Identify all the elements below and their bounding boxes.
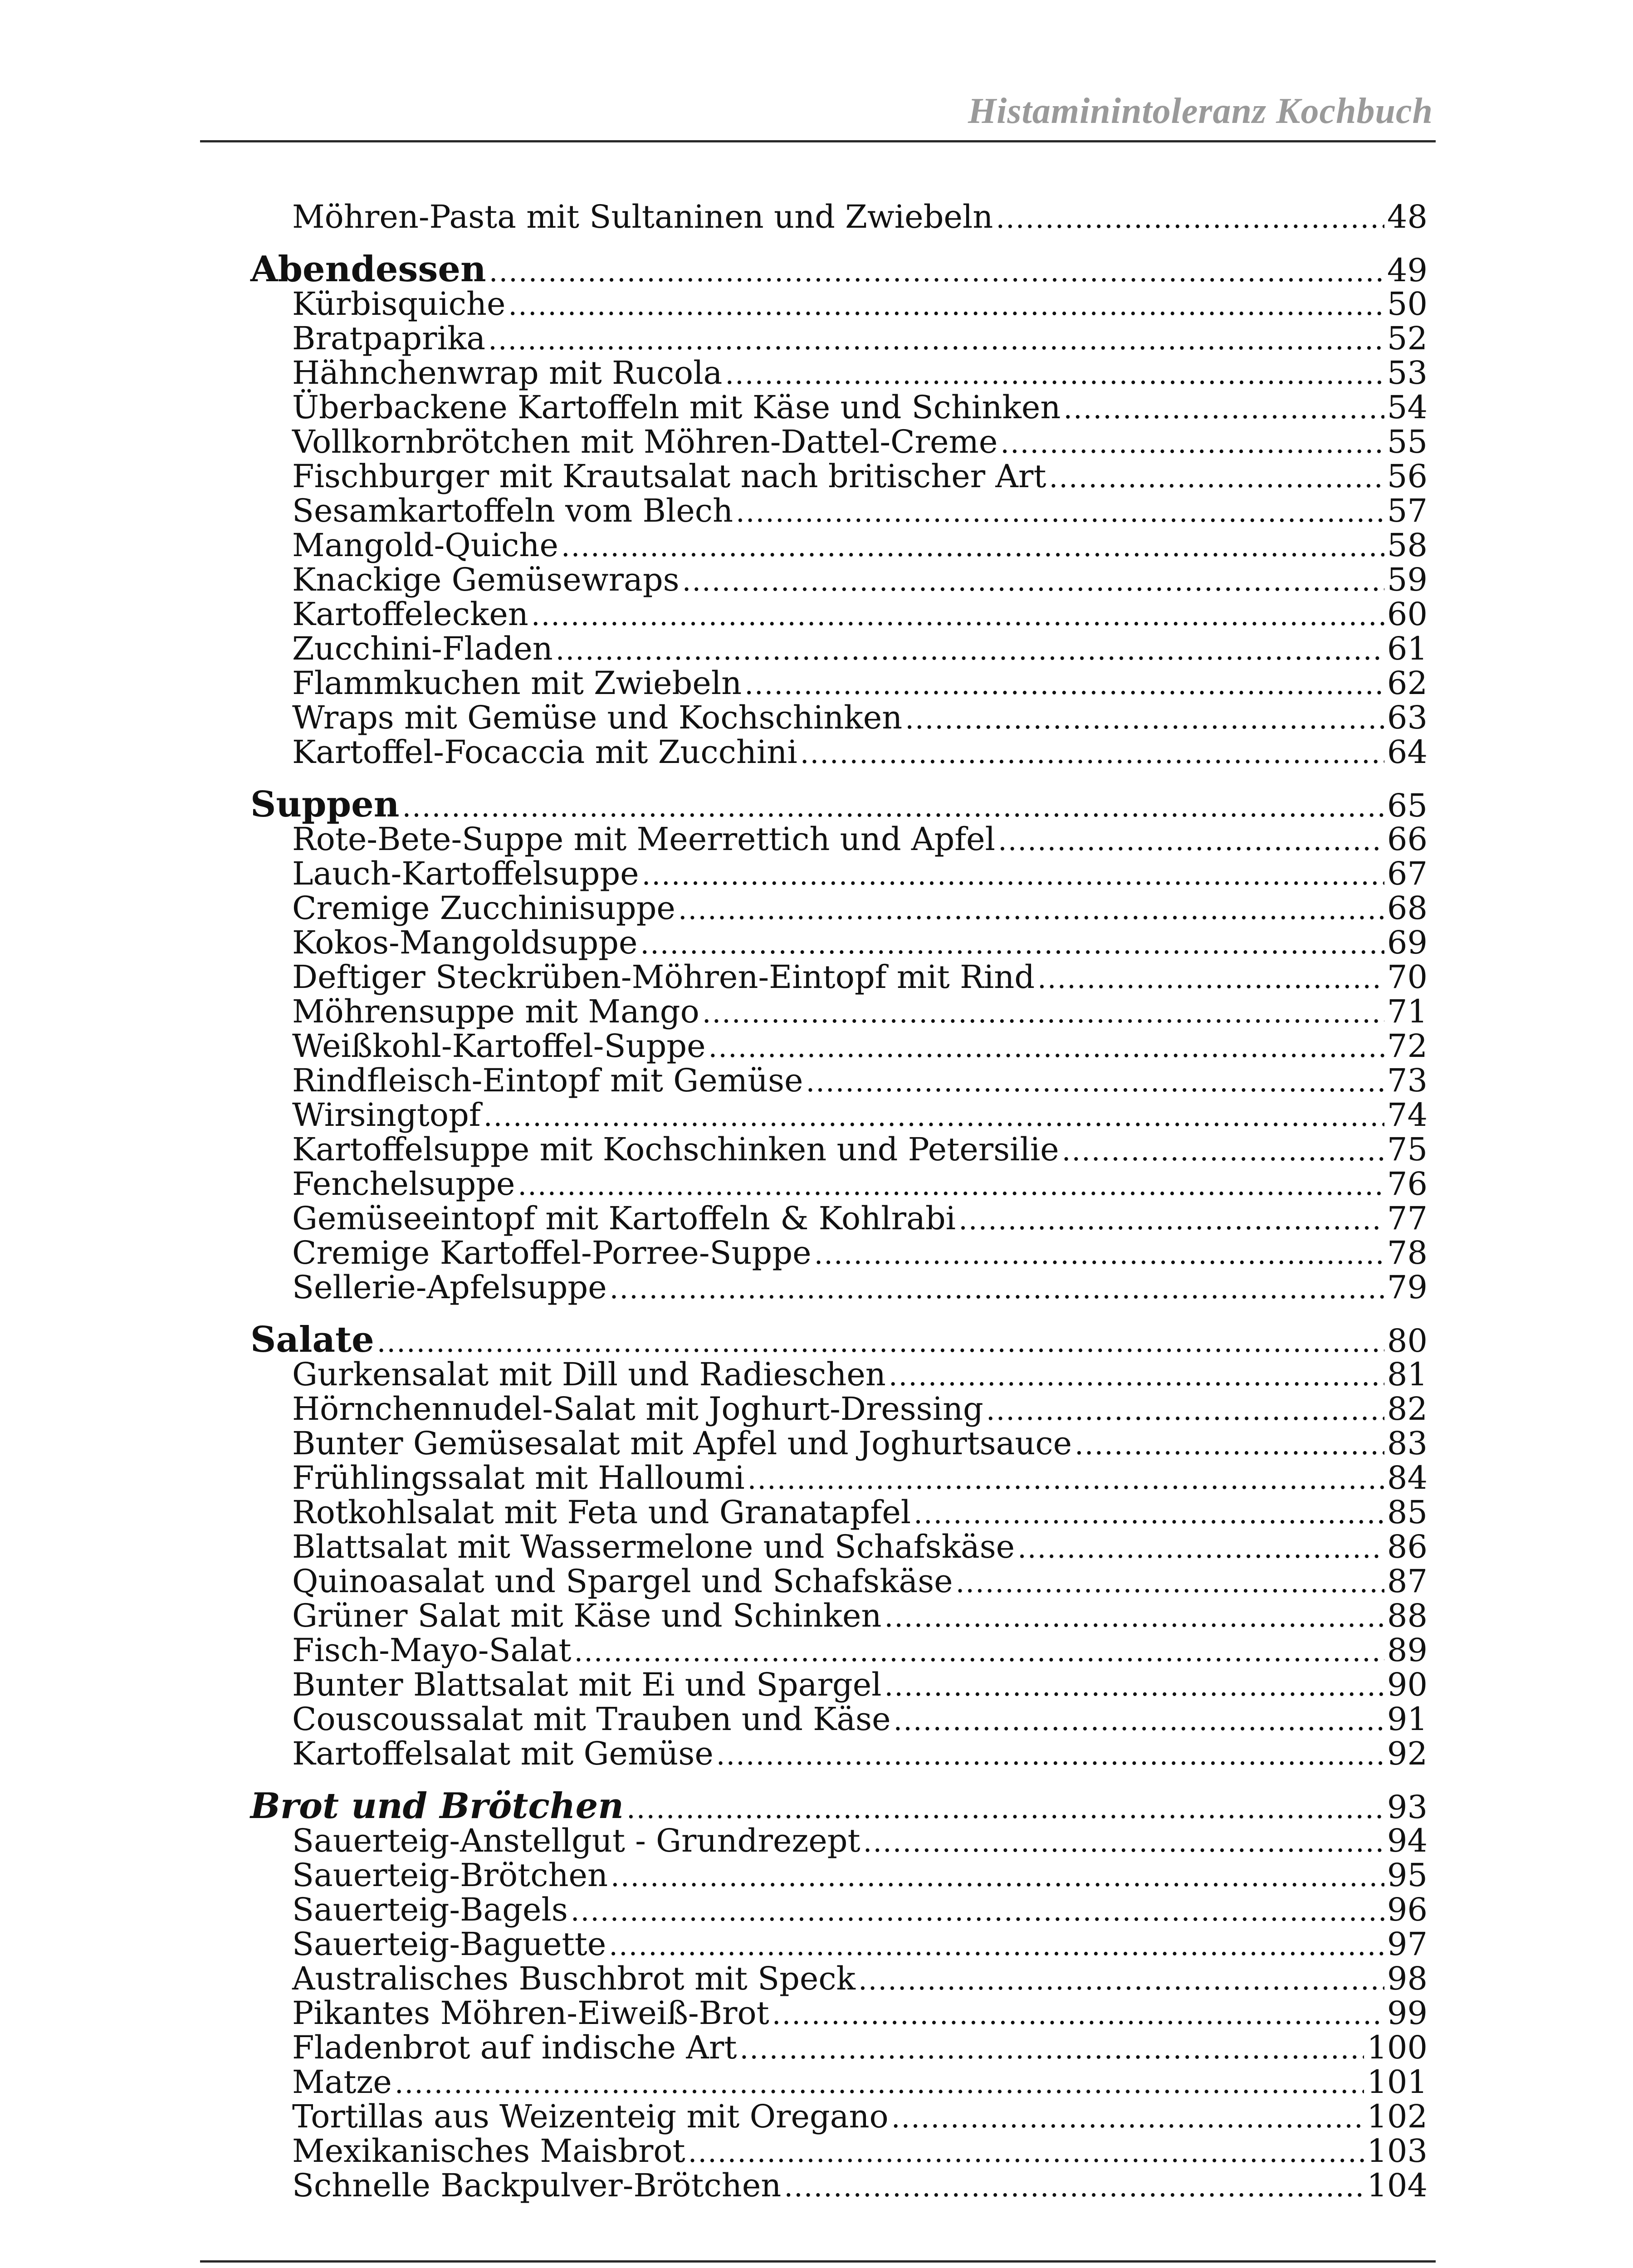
toc-entry-page-number: 77 <box>1387 1200 1428 1237</box>
toc-entry[interactable] <box>250 631 1428 666</box>
toc-entry-title: Rote-Bete-Suppe mit Meerrettich und Apfel <box>292 821 995 858</box>
dot-leader <box>395 2066 1364 2101</box>
toc-section <box>250 1319 1428 1772</box>
toc-entry-title: Hähnchenwrap mit Rucola <box>292 354 723 391</box>
toc-entry[interactable] <box>250 494 1428 528</box>
toc-entry-title: Blattsalat mit Wassermelone und Schafskäse <box>292 1528 1015 1565</box>
toc-entry[interactable] <box>250 891 1428 925</box>
toc-entry[interactable] <box>250 1132 1428 1167</box>
dot-leader <box>736 495 1384 529</box>
footer-rule <box>200 2260 1436 2263</box>
section-heading-title: Brot und Brötchen <box>250 1785 624 1827</box>
toc-section <box>250 784 1428 1306</box>
dot-leader <box>1037 961 1384 996</box>
toc-entry-page-number: 82 <box>1387 1390 1428 1427</box>
table-of-contents <box>250 200 1428 2203</box>
dot-leader <box>702 996 1384 1030</box>
toc-entry-title: Kartoffel-Focaccia mit Zucchini <box>292 733 797 771</box>
toc-entry[interactable] <box>250 1961 1428 1996</box>
toc-entry-page-number: 67 <box>1387 855 1428 892</box>
toc-entry-page-number: 60 <box>1387 596 1428 633</box>
dot-leader <box>725 357 1384 391</box>
toc-entry-page-number: 103 <box>1367 2132 1428 2170</box>
dot-leader <box>885 1669 1384 1703</box>
dot-leader <box>744 667 1384 702</box>
toc-entry[interactable] <box>250 287 1428 321</box>
toc-entry-page-number: 74 <box>1387 1096 1428 1134</box>
toc-entry-title: Wraps mit Gemüse und Kochschinken <box>292 699 903 736</box>
toc-entry[interactable] <box>250 1270 1428 1305</box>
toc-entry-page-number: 88 <box>1387 1597 1428 1634</box>
toc-entry[interactable] <box>250 1357 1428 1392</box>
toc-entry-page-number: 50 <box>1387 285 1428 323</box>
toc-entry-title: Kartoffelsalat mit Gemüse <box>292 1735 714 1772</box>
toc-entry-title: Fladenbrot auf indische Art <box>292 2029 737 2066</box>
toc-continuation <box>250 200 1428 234</box>
toc-section-heading[interactable] <box>250 249 1428 290</box>
dot-leader <box>1063 391 1384 426</box>
toc-entry-title: Zucchini-Fladen <box>292 630 553 667</box>
toc-entry[interactable] <box>250 1461 1428 1495</box>
toc-entry-title: Sauerteig-Baguette <box>292 1926 606 1963</box>
dot-leader <box>1075 1427 1384 1462</box>
toc-entry-title: Australisches Buschbrot mit Speck <box>292 1960 856 1997</box>
dot-leader <box>1017 1531 1384 1565</box>
toc-entry[interactable] <box>250 700 1428 735</box>
dot-leader <box>894 1703 1384 1738</box>
toc-entry-title: Bratpaprika <box>292 320 486 357</box>
toc-entry[interactable] <box>250 425 1428 459</box>
section-heading-page-number: 65 <box>1387 787 1428 824</box>
toc-entry-page-number: 97 <box>1387 1926 1428 1963</box>
dot-leader <box>574 1634 1384 1669</box>
toc-entry-page-number: 81 <box>1387 1356 1428 1393</box>
toc-entry-title: Überbackene Kartoffeln mit Käse und Schinken <box>292 389 1061 426</box>
toc-entry-title: Cremige Zucchinisuppe <box>292 890 675 927</box>
dot-leader <box>640 927 1384 961</box>
toc-entry-title: Quinoasalat und Spargel und Schafskäse <box>292 1563 953 1600</box>
toc-entry-page-number: 87 <box>1387 1563 1428 1600</box>
section-heading-page-number: 93 <box>1387 1789 1428 1826</box>
toc-entry-title: Pikantes Möhren-Eiweiß-Brot <box>292 1994 769 2032</box>
toc-entry[interactable] <box>250 321 1428 356</box>
toc-entry-title: Sellerie-Apfelsuppe <box>292 1269 607 1306</box>
header-rule <box>200 140 1436 142</box>
toc-entry-title: Sauerteig-Brötchen <box>292 1857 608 1894</box>
toc-entry-title: Fisch-Mayo-Salat <box>292 1632 572 1669</box>
dot-leader <box>688 2135 1364 2170</box>
toc-entry[interactable] <box>250 1823 1428 1858</box>
dot-leader <box>611 1859 1384 1894</box>
toc-section-heading[interactable] <box>250 1319 1428 1360</box>
dot-leader <box>996 201 1384 235</box>
dot-leader <box>488 323 1384 357</box>
toc-entry-page-number: 69 <box>1387 924 1428 961</box>
toc-entry-title: Gurkensalat mit Dill und Radieschen <box>292 1356 886 1393</box>
toc-entry[interactable] <box>250 735 1428 769</box>
toc-entry[interactable] <box>250 1201 1428 1236</box>
toc-entry-title: Möhren-Pasta mit Sultaninen und Zwiebeln <box>292 198 993 235</box>
dot-leader <box>863 1825 1384 1859</box>
section-heading-title: Salate <box>250 1319 374 1360</box>
toc-entry-page-number: 98 <box>1387 1960 1428 1997</box>
toc-entry-title: Schnelle Backpulver-Brötchen <box>292 2167 782 2204</box>
dot-leader <box>678 892 1384 927</box>
toc-entry-title: Deftiger Steckrüben-Möhren-Eintopf mit Rind <box>292 958 1035 996</box>
toc-entry[interactable] <box>250 822 1428 856</box>
toc-entry-page-number: 104 <box>1367 2167 1428 2204</box>
dot-leader <box>709 1030 1384 1065</box>
dot-leader <box>772 1997 1384 2032</box>
toc-entry[interactable] <box>250 390 1428 425</box>
dot-leader <box>800 736 1384 771</box>
dot-leader <box>682 564 1384 598</box>
dot-leader <box>484 1099 1384 1134</box>
toc-entry[interactable] <box>250 2134 1428 2168</box>
toc-entry[interactable] <box>250 1236 1428 1270</box>
toc-entry-title: Gemüseeintopf mit Kartoffeln & Kohlrabi <box>292 1200 956 1237</box>
toc-entry-page-number: 85 <box>1387 1494 1428 1531</box>
toc-entry[interactable] <box>250 994 1428 1029</box>
toc-entry-page-number: 56 <box>1387 458 1428 495</box>
toc-entry-title: Kartoffelsuppe mit Kochschinken und Petersilie <box>292 1131 1059 1168</box>
dot-leader <box>784 2170 1364 2204</box>
toc-section-heading[interactable] <box>250 1785 1428 1827</box>
toc-entry-title: Frühlingssalat mit Halloumi <box>292 1459 745 1496</box>
toc-entry-title: Lauch-Kartoffelsuppe <box>292 855 639 892</box>
toc-entry[interactable] <box>250 1667 1428 1702</box>
toc-entry-page-number: 91 <box>1387 1701 1428 1738</box>
dot-leader <box>956 1565 1384 1600</box>
dot-leader <box>377 1325 1384 1359</box>
dot-leader <box>889 1359 1384 1393</box>
toc-entry-page-number: 101 <box>1367 2063 1428 2101</box>
toc-entry-title: Vollkornbrötchen mit Möhren-Dattel-Creme <box>292 423 998 460</box>
toc-entry-page-number: 64 <box>1387 733 1428 771</box>
toc-entry-page-number: 83 <box>1387 1425 1428 1462</box>
toc-entry-page-number: 73 <box>1387 1062 1428 1099</box>
toc-entry-page-number: 63 <box>1387 699 1428 736</box>
toc-entry[interactable] <box>250 2168 1428 2203</box>
toc-entry-title: Rindfleisch-Eintopf mit Gemüse <box>292 1062 803 1099</box>
toc-entry-page-number: 75 <box>1387 1131 1428 1168</box>
toc-entry-title: Kürbisquiche <box>292 285 506 323</box>
toc-entry-page-number: 79 <box>1387 1269 1428 1306</box>
toc-entry-title: Hörnchennudel-Salat mit Joghurt-Dressing <box>292 1390 983 1427</box>
toc-entry[interactable] <box>250 1530 1428 1564</box>
toc-entry[interactable] <box>250 2099 1428 2134</box>
toc-entry-page-number: 84 <box>1387 1459 1428 1496</box>
toc-entry[interactable] <box>250 1564 1428 1598</box>
dot-leader <box>610 1271 1384 1306</box>
toc-entry-title: Knackige Gemüsewraps <box>292 561 680 598</box>
toc-entry-title: Weißkohl-Kartoffel-Suppe <box>292 1027 706 1065</box>
dot-leader <box>561 529 1384 564</box>
toc-entry-page-number: 52 <box>1387 320 1428 357</box>
toc-entry-title: Möhrensuppe mit Mango <box>292 993 699 1030</box>
toc-section <box>250 249 1428 771</box>
dot-leader <box>998 823 1384 858</box>
section-heading-page-number: 80 <box>1387 1322 1428 1359</box>
dot-leader <box>571 1894 1384 1928</box>
toc-entry[interactable] <box>250 1098 1428 1132</box>
toc-entry-title: Rotkohlsalat mit Feta und Granatapfel <box>292 1494 911 1531</box>
toc-entry-title: Bunter Blattsalat mit Ei und Spargel <box>292 1666 882 1703</box>
toc-entry-title: Tortillas aus Weizenteig mit Oregano <box>292 2098 889 2135</box>
toc-entry-page-number: 102 <box>1367 2098 1428 2135</box>
toc-entry[interactable] <box>250 1892 1428 1927</box>
toc-entry[interactable] <box>250 856 1428 891</box>
toc-entry-page-number: 61 <box>1387 630 1428 667</box>
dot-leader <box>739 2032 1364 2066</box>
toc-entry[interactable] <box>250 1167 1428 1201</box>
toc-entry-page-number: 89 <box>1387 1632 1428 1669</box>
dot-leader <box>806 1065 1384 1099</box>
toc-entry-title: Kartoffelecken <box>292 596 528 633</box>
toc-entry-title: Sesamkartoffeln vom Blech <box>292 492 733 529</box>
toc-entry[interactable] <box>250 960 1428 994</box>
toc-entry-page-number: 76 <box>1387 1165 1428 1202</box>
toc-entry[interactable] <box>250 1029 1428 1063</box>
toc-entry-page-number: 57 <box>1387 492 1428 529</box>
toc-entry-page-number: 96 <box>1387 1891 1428 1928</box>
toc-entry[interactable] <box>250 2030 1428 2065</box>
dot-leader <box>716 1738 1384 1772</box>
toc-entry-page-number: 54 <box>1387 389 1428 426</box>
dot-leader <box>609 1928 1384 1963</box>
toc-entry-title: Wirsingtopf <box>292 1096 481 1134</box>
dot-leader <box>748 1462 1384 1496</box>
toc-entry-page-number: 58 <box>1387 527 1428 564</box>
dot-leader <box>958 1202 1384 1237</box>
toc-entry[interactable] <box>250 1392 1428 1426</box>
toc-entry-page-number: 70 <box>1387 958 1428 996</box>
toc-entry[interactable] <box>250 562 1428 597</box>
toc-entry-title: Sauerteig-Bagels <box>292 1891 568 1928</box>
dot-leader <box>1000 426 1384 460</box>
toc-section-heading[interactable] <box>250 784 1428 825</box>
toc-entry[interactable] <box>250 666 1428 700</box>
dot-leader <box>626 1791 1384 1826</box>
dot-leader <box>885 1600 1384 1634</box>
toc-entry[interactable] <box>250 1858 1428 1892</box>
toc-entry[interactable] <box>250 459 1428 494</box>
toc-entry-page-number: 94 <box>1387 1822 1428 1859</box>
toc-entry-page-number: 53 <box>1387 354 1428 391</box>
toc-entry-page-number: 71 <box>1387 993 1428 1030</box>
dot-leader <box>508 288 1384 323</box>
dot-leader <box>905 702 1384 736</box>
dot-leader <box>1062 1134 1384 1168</box>
dot-leader <box>556 633 1384 667</box>
dot-leader <box>814 1237 1384 1271</box>
dot-leader <box>858 1963 1384 1997</box>
toc-entry[interactable] <box>250 200 1428 234</box>
toc-section <box>250 1785 1428 2204</box>
toc-entry-page-number: 59 <box>1387 561 1428 598</box>
toc-entry-title: Cremige Kartoffel-Porree-Suppe <box>292 1234 812 1271</box>
section-heading-title: Abendessen <box>250 249 486 290</box>
toc-entry-title: Flammkuchen mit Zwiebeln <box>292 665 742 702</box>
toc-entry-page-number: 62 <box>1387 665 1428 702</box>
toc-entry-page-number: 48 <box>1387 198 1428 235</box>
toc-entry[interactable] <box>250 1996 1428 2030</box>
toc-entry[interactable] <box>250 925 1428 960</box>
toc-entry[interactable] <box>250 356 1428 390</box>
dot-leader <box>891 2101 1364 2135</box>
toc-entry-page-number: 99 <box>1387 1994 1428 2032</box>
toc-entry[interactable] <box>250 1633 1428 1667</box>
toc-entry[interactable] <box>250 1927 1428 1961</box>
toc-entry-page-number: 90 <box>1387 1666 1428 1703</box>
toc-entry-page-number: 95 <box>1387 1857 1428 1894</box>
toc-entry[interactable] <box>250 1736 1428 1771</box>
toc-entry[interactable] <box>250 528 1428 562</box>
toc-entry[interactable] <box>250 1702 1428 1736</box>
toc-entry-title: Mexikanisches Maisbrot <box>292 2132 685 2170</box>
section-heading-title: Suppen <box>250 784 400 825</box>
dot-leader <box>986 1393 1384 1427</box>
toc-entry-page-number: 86 <box>1387 1528 1428 1565</box>
toc-entry-page-number: 68 <box>1387 890 1428 927</box>
dot-leader <box>914 1496 1384 1531</box>
toc-entry[interactable] <box>250 1495 1428 1530</box>
dot-leader <box>402 790 1384 824</box>
toc-entry-page-number: 100 <box>1367 2029 1428 2066</box>
toc-entry-title: Grüner Salat mit Käse und Schinken <box>292 1597 882 1634</box>
toc-entry-title: Matze <box>292 2063 392 2101</box>
toc-entry[interactable] <box>250 1598 1428 1633</box>
toc-entry-page-number: 72 <box>1387 1027 1428 1065</box>
toc-entry-title: Bunter Gemüsesalat mit Apfel und Joghurtsauce <box>292 1425 1072 1462</box>
toc-entry-title: Fenchelsuppe <box>292 1165 515 1202</box>
dot-leader <box>531 598 1384 633</box>
running-header-title: Histaminintoleranz Kochbuch <box>968 91 1433 131</box>
toc-entry-title: Couscoussalat mit Trauben und Käse <box>292 1701 891 1738</box>
toc-entry[interactable] <box>250 597 1428 631</box>
toc-entry-title: Fischburger mit Krautsalat nach britischer Art <box>292 458 1046 495</box>
dot-leader <box>489 254 1384 289</box>
toc-entry-page-number: 55 <box>1387 423 1428 460</box>
dot-leader <box>1049 460 1384 495</box>
toc-entry-title: Mangold-Quiche <box>292 527 558 564</box>
toc-entry-page-number: 92 <box>1387 1735 1428 1772</box>
toc-entry[interactable] <box>250 2065 1428 2099</box>
toc-entry-title: Kokos-Mangoldsuppe <box>292 924 638 961</box>
dot-leader <box>518 1168 1384 1202</box>
toc-entry-page-number: 66 <box>1387 821 1428 858</box>
dot-leader <box>642 858 1384 892</box>
toc-entry[interactable] <box>250 1063 1428 1098</box>
toc-entry-page-number: 78 <box>1387 1234 1428 1271</box>
toc-entry[interactable] <box>250 1426 1428 1461</box>
toc-entry-title: Sauerteig-Anstellgut - Grundrezept <box>292 1822 861 1859</box>
section-heading-page-number: 49 <box>1387 252 1428 289</box>
